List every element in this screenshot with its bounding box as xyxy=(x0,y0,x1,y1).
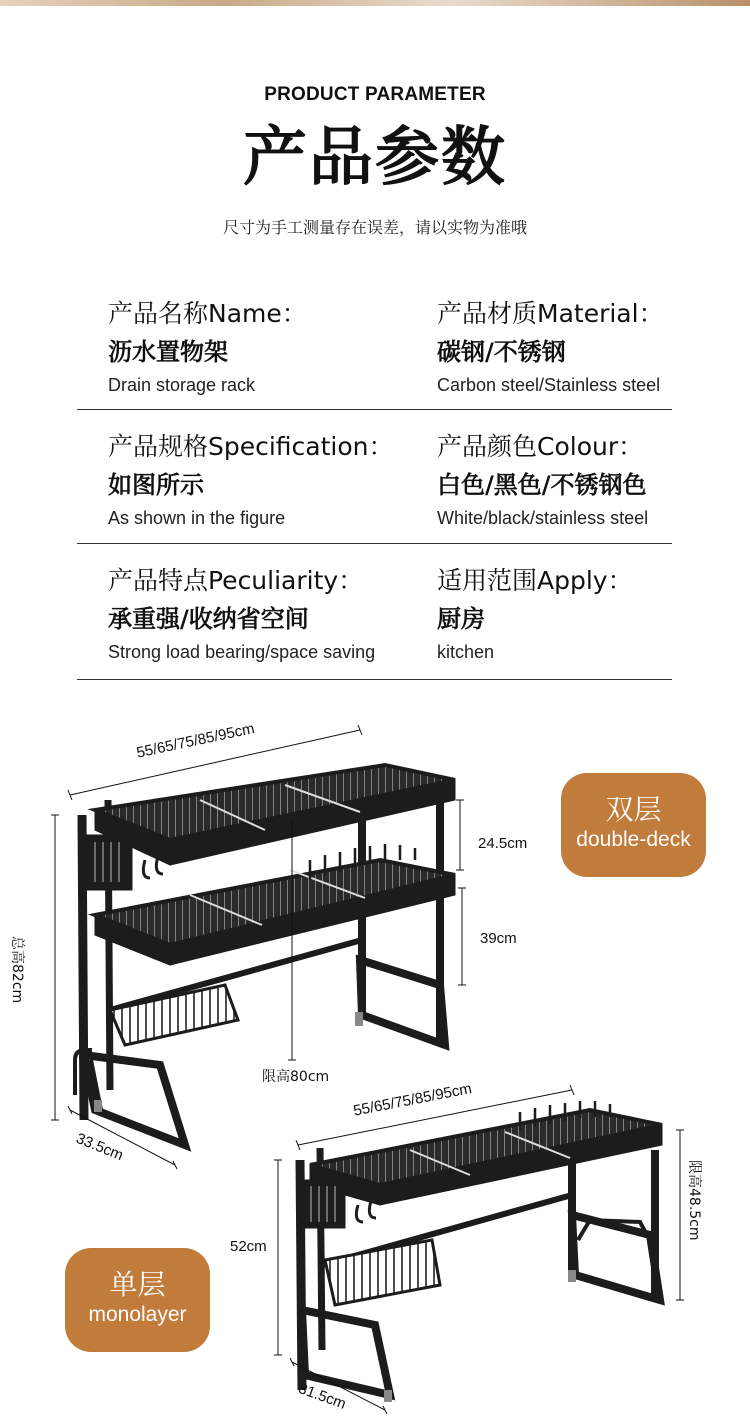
param-key: 适用范围Apply： xyxy=(437,566,633,595)
double-deck-badge xyxy=(561,773,706,877)
section-title-cn: 产品参数 xyxy=(243,121,507,195)
param-key: 产品规格Specification： xyxy=(108,432,394,461)
double-lower-gap-label: 39cm xyxy=(480,930,517,947)
param-value: 沥水置物架 xyxy=(108,338,228,366)
param-value: 厨房 xyxy=(437,605,485,633)
param-key: 产品特点Peculiarity： xyxy=(108,566,364,595)
badge-en: double-deck xyxy=(576,828,691,851)
param-value-en: Strong load bearing/space saving xyxy=(108,642,376,662)
single-layer-rack xyxy=(300,1101,662,1402)
monolayer-badge xyxy=(65,1248,210,1352)
double-clearance-label: 限高80cm xyxy=(262,1069,330,1085)
badge-cn: 单层 xyxy=(109,1268,166,1301)
param-value: 如图所示 xyxy=(108,471,204,499)
section-title-en: PRODUCT PARAMETER xyxy=(264,84,486,105)
param-value-en: As shown in the figure xyxy=(108,508,286,528)
badge-en: monolayer xyxy=(88,1303,187,1326)
badge-cn: 双层 xyxy=(605,793,662,826)
param-value: 白色/黑色/不锈钢色 xyxy=(437,471,647,499)
param-value: 承重强/收纳省空间 xyxy=(108,605,309,633)
double-width-label: 55/65/75/85/95cm xyxy=(135,720,257,762)
double-depth-label: 33.5cm xyxy=(73,1130,126,1165)
double-deck-rack xyxy=(75,765,455,1145)
param-value: 碳钢/不锈钢 xyxy=(437,338,566,366)
single-depth-label: 31.5cm xyxy=(296,1380,349,1413)
param-key: 产品名称Name： xyxy=(108,299,307,328)
param-value-en: Drain storage rack xyxy=(108,375,256,395)
param-key: 产品颜色Colour： xyxy=(437,432,644,461)
single-width-label: 55/65/75/85/95cm xyxy=(352,1080,474,1120)
param-value-en: kitchen xyxy=(437,642,495,662)
single-height-label: 52cm xyxy=(230,1238,267,1255)
double-tier-gap-label: 24.5cm xyxy=(478,835,528,852)
double-total-height-label: 总高82cm xyxy=(9,936,25,1004)
param-value-en: Carbon steel/Stainless steel xyxy=(437,375,661,395)
param-key: 产品材质Material： xyxy=(437,299,664,328)
param-value-en: White/black/stainless steel xyxy=(437,508,649,528)
measurement-note: 尺寸为手工测量存在误差，请以实物为准哦 xyxy=(222,218,527,237)
single-clearance-label: 限高48.5cm xyxy=(686,1160,702,1241)
